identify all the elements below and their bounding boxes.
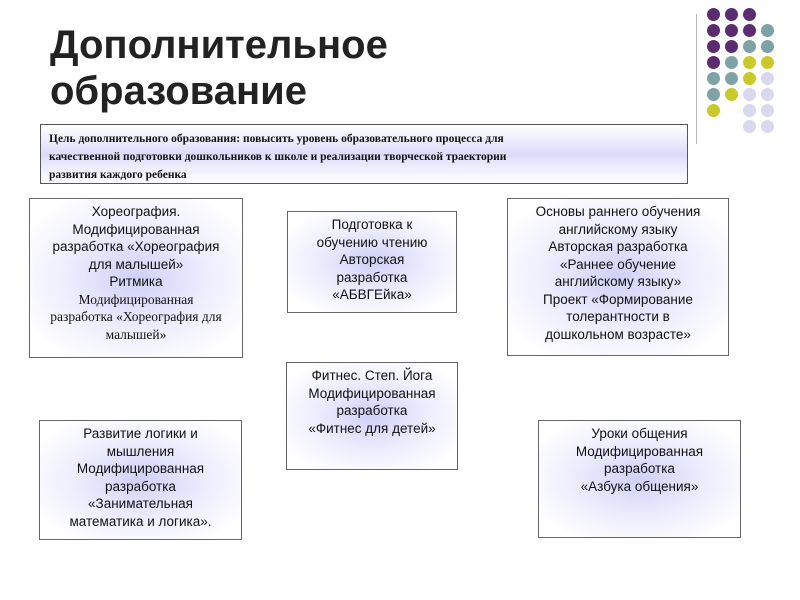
decorative-dot [707,40,720,53]
box-choreography [29,198,243,358]
box-fitness [286,362,458,470]
box-logic [39,420,242,540]
logic-line-1: Развитие логики и [83,426,198,441]
logic-line-2: мышления [106,443,175,459]
title-line-1: Дополнительное [50,23,388,67]
decorative-dot [743,104,756,117]
decorative-dot [707,72,720,85]
decorative-dot [725,8,738,21]
decorative-vertical-line [696,14,697,144]
decorative-dot [761,40,774,53]
decorative-dot [725,88,738,101]
decorative-dot [761,88,774,101]
box-reading [287,211,457,313]
page-title [50,22,650,114]
logic-line-5: «Занимательная [88,496,193,511]
communication-line-4: «Азбука общения» [580,478,699,494]
english-line-1: Основы раннего обучения [535,204,701,219]
fitness-line-3: разработка [336,403,408,418]
box-communication [538,420,741,538]
reading-line-4: разработка [336,269,408,285]
english-line-4: «Раннее обучение [560,256,676,272]
reading-line-5: «АБВГЕйка» [332,287,412,302]
logic-line-3: Модифицированная [76,461,205,476]
decorative-dot [761,104,774,117]
decorative-dot [743,56,756,69]
choreography-line-3: разработка «Хореография [52,239,220,254]
decorative-dot [707,56,720,69]
decorative-dot [743,40,756,53]
goal-line-2: качественной подготовки дошкольников к школе и реализации творческой траектории [49,151,507,163]
reading-line-3: Авторская [339,252,405,267]
goal-statement [40,124,688,184]
decorative-dot [725,72,738,85]
goal-line-1: Цель дополнительного образования: повысить уровень образовательного процесса для [49,133,504,145]
reading-line-2: обучению чтению [316,234,428,250]
communication-line-3: разработка [604,461,675,476]
logic-line-6: математика и логика». [69,513,212,529]
title-line-2: образование [50,69,307,113]
english-line-6: Проект «Формирование [543,291,693,307]
decorative-dot [743,88,756,101]
fitness-line-4: «Фитнес для детей» [308,420,436,436]
communication-line-1: Уроки общения [591,426,688,441]
decorative-dot [761,24,774,37]
choreography-line-2: Модифицированная [72,221,200,237]
fitness-line-2: Модифицированная [308,385,436,401]
decorative-dot [743,72,756,85]
decorative-dot [743,120,756,133]
decorative-dot [725,56,738,69]
decorative-dot [743,8,756,21]
reading-line-1: Подготовка к [331,217,413,232]
choreography-serif-line-2: разработка «Хореография для [50,309,222,324]
decorative-dot-grid [707,8,787,132]
decorative-dot [743,24,756,37]
decorative-dot [725,24,738,37]
goal-line-3: развития каждого ребенка [49,169,187,181]
english-line-8: дошкольном возрасте» [545,326,691,342]
english-line-7: толерантности в [566,309,670,324]
choreography-line-4: для малышей» [88,256,184,272]
english-line-5: английскому языку» [554,274,682,289]
english-line-2: английскому языку [558,221,678,237]
choreography-line-5: Ритмика [109,274,163,289]
decorative-dot [725,40,738,53]
decorative-dot [761,120,774,133]
english-line-3: Авторская разработка [548,239,688,254]
choreography-line-1: Хореография. [91,204,181,219]
decorative-dot [707,24,720,37]
box-english [507,198,729,356]
decorative-dot [761,56,774,69]
choreography-serif-line-3: малышей» [105,326,167,342]
choreography-serif-line-1: Модифицированная [78,291,194,307]
decorative-dot [707,8,720,21]
fitness-line-1: Фитнес. Степ. Йога [311,368,433,383]
communication-line-2: Модифицированная [575,443,704,459]
decorative-dot [761,72,774,85]
decorative-dot [707,88,720,101]
decorative-dot [707,104,720,117]
logic-line-4: разработка [105,478,176,494]
